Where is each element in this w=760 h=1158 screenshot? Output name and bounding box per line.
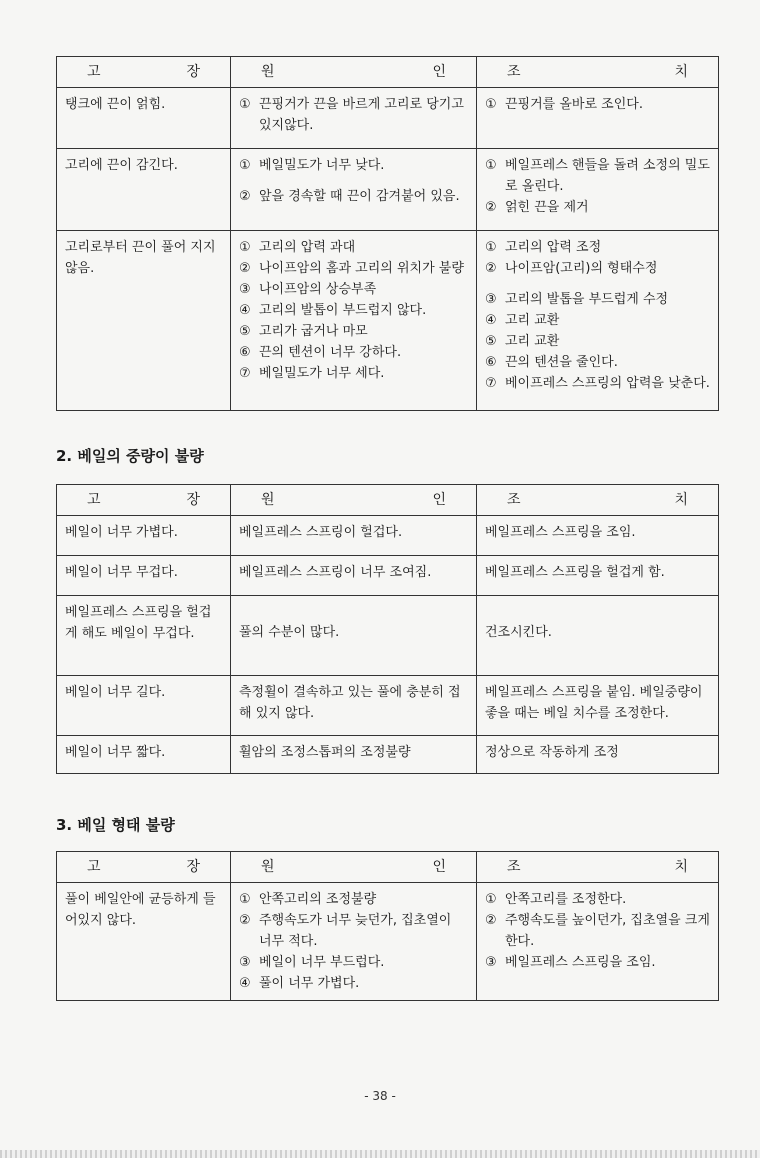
fault-cell: 고리로부터 끈이 풀어 지지 않음. xyxy=(57,231,231,411)
troubleshoot-table-3 xyxy=(56,851,719,1001)
troubleshoot-table-2 xyxy=(56,484,719,774)
action-cell: 건조시킨다. xyxy=(477,596,719,676)
table-row xyxy=(57,596,719,676)
section-2-title: 2. 베일의 중량이 불량 xyxy=(56,447,204,465)
table-row xyxy=(57,676,719,736)
cause-cell: 베일프레스 스프링이 너무 조여짐. xyxy=(231,556,477,596)
fault-cell: 고리에 끈이 감긴다. xyxy=(57,149,231,231)
table-row xyxy=(57,231,719,411)
cause-cell: 풀의 수분이 많다. xyxy=(231,596,477,676)
cause-cell: ① 고리의 압력 과대 ② 나이프암의 홈과 고리의 위치가 불량 ③ 나이프암의 상승부족 ④ 고리의 발톱이 부드럽지 않다. ⑤ 고리가 굽거나 마모 ⑥ 끈의 텐션이 너무 강하다. ⑦ 베일밀도가 너무 세다. xyxy=(231,231,477,411)
fault-cell: 베일이 너무 가볍다. xyxy=(57,516,231,556)
table-header-row xyxy=(57,485,719,516)
cause-cell: 휠암의 조정스톱퍼의 조정불량 xyxy=(231,736,477,774)
action-cell: ① 베일프레스 핸들을 돌려 소정의 밀도로 올린다. ② 얽힌 끈을 제거 xyxy=(477,149,719,231)
table-row xyxy=(57,883,719,1001)
scan-edge-stripe xyxy=(0,1150,760,1158)
header-action: 조 치 xyxy=(477,852,719,883)
cause-cell: 베일프레스 스프링이 헐겁다. xyxy=(231,516,477,556)
table-row xyxy=(57,556,719,596)
cause-cell: ① 베일밀도가 너무 낮다. ② 앞을 경속할 때 끈이 감겨붙어 있음. xyxy=(231,149,477,231)
fault-cell: 탱크에 끈이 얽힘. xyxy=(57,88,231,149)
header-cause: 원 인 xyxy=(231,57,477,88)
header-cause: 원 인 xyxy=(231,485,477,516)
action-cell: 베일프레스 스프링을 헐겁게 함. xyxy=(477,556,719,596)
action-cell: 베일프레스 스프링을 붙임. 베일중량이 좋을 때는 베일 치수를 조정한다. xyxy=(477,676,719,736)
section-3-title: 3. 베일 형태 불량 xyxy=(56,816,175,834)
action-cell: ① 고리의 압력 조정 ② 나이프암(고리)의 형태수정 ③ 고리의 발톱을 부드럽게 수정 ④ 고리 교환 ⑤ 고리 교환 ⑥ 끈의 텐션을 줄인다. ⑦ 베이프레스 스프링의 압력을 낮춘다. xyxy=(477,231,719,411)
cause-cell: ① 안쪽고리의 조정불량 ② 주행속도가 너무 늦던가, 집초열이 너무 적다. ③ 베일이 너무 부드럽다. ④ 풀이 너무 가볍다. xyxy=(231,883,477,1001)
table-row xyxy=(57,736,719,774)
table-header-row xyxy=(57,57,719,88)
header-action: 조 치 xyxy=(477,57,719,88)
cause-cell: ① 끈핑거가 끈을 바르게 고리로 당기고 있지않다. xyxy=(231,88,477,149)
fault-cell: 베일이 너무 길다. xyxy=(57,676,231,736)
fault-cell: 베일이 너무 무겁다. xyxy=(57,556,231,596)
action-cell: ① 끈핑거를 올바로 조인다. xyxy=(477,88,719,149)
header-action: 조 치 xyxy=(477,485,719,516)
table-header-row xyxy=(57,852,719,883)
header-fault: 고 장 xyxy=(57,485,231,516)
page-number: - 38 - xyxy=(364,1089,396,1103)
action-cell: ① 안쪽고리를 조정한다. ② 주행속도를 높이던가, 집초열을 크게한다. ③ 베일프레스 스프링을 조임. xyxy=(477,883,719,1001)
cause-cell: 측정휠이 결속하고 있는 풀에 충분히 접해 있지 않다. xyxy=(231,676,477,736)
table-row xyxy=(57,149,719,231)
action-cell: 베일프레스 스프링을 조임. xyxy=(477,516,719,556)
header-fault: 고 장 xyxy=(57,852,231,883)
fault-cell: 풀이 베일안에 균등하게 들어있지 않다. xyxy=(57,883,231,1001)
troubleshoot-table-1 xyxy=(56,56,719,411)
header-cause: 원 인 xyxy=(231,852,477,883)
header-fault: 고 장 xyxy=(57,57,231,88)
fault-cell: 베일프레스 스프링을 헐겁게 해도 베일이 무겁다. xyxy=(57,596,231,676)
table-row xyxy=(57,516,719,556)
table-row xyxy=(57,88,719,149)
action-cell: 정상으로 작동하게 조정 xyxy=(477,736,719,774)
fault-cell: 베일이 너무 짧다. xyxy=(57,736,231,774)
